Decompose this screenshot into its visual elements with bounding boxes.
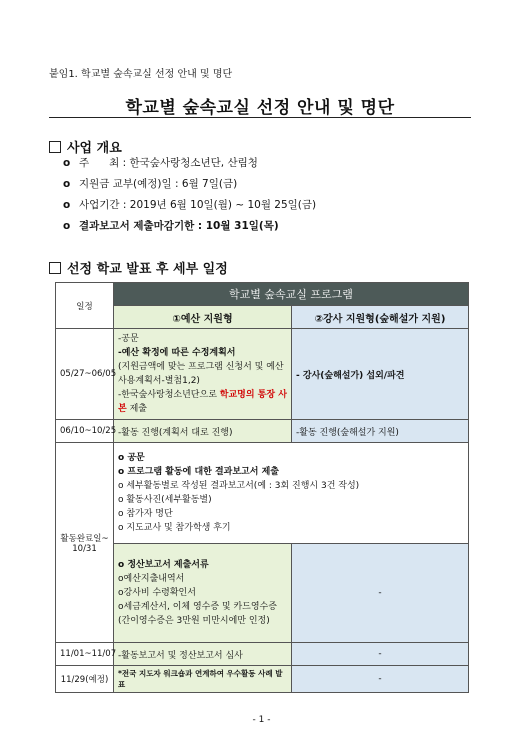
cell-line: o 활동사진(세부활동별) (118, 495, 212, 505)
row-budget-cell: -활동 진행(계획서 대로 진행) (114, 420, 292, 443)
row-instructor-cell: - 강사(숲해설가) 섭외/파견 (292, 329, 469, 420)
section1-heading-text: 사업 개요 (67, 141, 122, 156)
table-row (56, 420, 469, 443)
row-report-cell (114, 443, 469, 544)
checkbox-square-icon (49, 141, 61, 153)
bullet: o (63, 220, 71, 232)
row-date: 활동완료일~ 10/31 (56, 443, 114, 643)
title-underline (49, 117, 471, 118)
overview-item-deadline (63, 216, 316, 237)
row-settlement-cell (114, 544, 292, 643)
col-header-budget-support: ①예산 지원형 (114, 306, 292, 329)
cell-line: -예산 확정에 따른 수정계획서 (118, 348, 236, 358)
section2-heading (49, 258, 228, 277)
row-instructor-cell: -활동 진행(숲해설가 지원) (292, 420, 469, 443)
row-instructor-cell: - (292, 643, 469, 666)
table-header-row (56, 283, 469, 306)
row-budget-cell: -활동보고서 및 정산보고서 심사 (114, 643, 292, 666)
overview-item-organizer (63, 153, 316, 174)
page-number: - 1 - (252, 715, 271, 725)
overview-item-text: 주 최 : 한국숲사랑청소년단, 산림청 (79, 157, 258, 169)
col-header-date: 일정 (56, 283, 114, 329)
overview-item-text: 사업기간 : 2019년 6월 10일(월) ~ 10월 25일(금) (79, 199, 317, 211)
cell-line (118, 388, 287, 416)
overview-item-grant-date (63, 174, 316, 195)
cell-line: o예산지출내역서 (118, 574, 185, 584)
table-row (56, 643, 469, 666)
schedule-table (55, 282, 469, 693)
cell-line: o 정산보고서 제출서류 (118, 560, 209, 570)
highlight-text: 학교명의 통장 사본 (118, 390, 287, 414)
row-budget-cell: *전국 지도자 워크숍과 연계하여 우수활동 사례 발표 (114, 666, 292, 693)
bullet: o (63, 157, 71, 169)
overview-item-period (63, 195, 316, 216)
row-date: 05/27~06/05 (56, 329, 114, 420)
cell-line: o 참가자 명단 (118, 509, 173, 519)
table-row (56, 443, 469, 544)
cell-line: o세금계산서, 이체 영수증 및 카드영수증 (간이영수증은 3만원 미만시에만 인정) (118, 602, 277, 626)
cell-text: 제출 (129, 404, 147, 414)
col-header-instructor-support: ②강사 지원형(숲해설가 지원) (292, 306, 469, 329)
doc-title: 학교별 숲속교실 선정 안내 및 명단 (125, 98, 395, 118)
row-date: 11/01~11/07 (56, 643, 114, 666)
cell-line: (지원금액에 맞는 프로그램 신청서 및 예산사용계획서-별첨1,2) (118, 362, 284, 386)
cell-text: -한국숲사랑청소년단으로 (118, 390, 217, 400)
checkbox-square-icon (49, 262, 61, 274)
section2-heading-text: 선정 학교 발표 후 세부 일정 (67, 262, 228, 277)
attachment-label: 붙임1. 학교별 숲속교실 선정 안내 및 명단 (49, 69, 233, 80)
doc-title-wrap (49, 93, 471, 118)
overview-item-text: 지원금 교부(예정)일 : 6월 7일(금) (79, 178, 238, 190)
row-budget-cell (114, 329, 292, 420)
program-header: 학교별 숲속교실 프로그램 (114, 283, 469, 306)
cell-line: o 세부활동별로 작성된 결과보고서(예 : 3회 진행시 3건 작성) (118, 481, 360, 491)
cell-line: o 프로그램 활동에 대한 결과보고서 제출 (118, 467, 279, 477)
bullet: o (63, 178, 71, 190)
table-row (56, 329, 469, 420)
table-row (56, 544, 469, 643)
bullet: o (63, 199, 71, 211)
row-instructor-cell: - (292, 544, 469, 643)
row-date: 11/29(예정) (56, 666, 114, 693)
row-date: 06/10~10/25 (56, 420, 114, 443)
table-row (56, 666, 469, 693)
cell-line: o 공문 (118, 453, 145, 463)
cell-line: o강사비 수령확인서 (118, 588, 196, 598)
overview-item-text: 결과보고서 제출마감기한 : 10월 31일(목) (79, 220, 279, 232)
cell-line: o 지도교사 및 참가학생 후기 (118, 523, 231, 533)
overview-list (63, 153, 316, 237)
row-instructor-cell: - (292, 666, 469, 693)
cell-line: -공문 (118, 334, 139, 344)
table-subheader-row (56, 306, 469, 329)
